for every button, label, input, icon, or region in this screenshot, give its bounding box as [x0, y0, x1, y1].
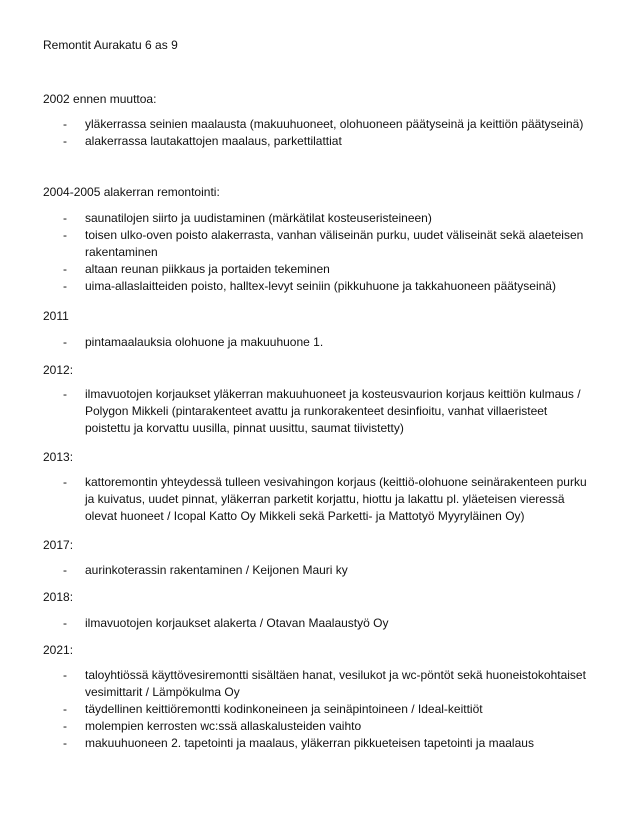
bullet-dash: -: [63, 668, 67, 682]
bullet-dash: -: [63, 211, 67, 225]
list-item-text: ilmavuotojen korjaukset alakerta / Otavan Maalaustyö Oy: [85, 616, 389, 630]
bullet-dash: -: [63, 702, 67, 716]
bullet-dash: -: [63, 387, 67, 401]
bullet-dash: -: [63, 117, 67, 131]
section-list: [0, 210, 595, 295]
list-item: [0, 386, 595, 437]
list-item: [0, 735, 595, 752]
list-item: [0, 116, 595, 133]
list-item: [0, 701, 595, 718]
bullet-dash: -: [63, 736, 67, 750]
bullet-dash: -: [63, 719, 67, 733]
section-list: [0, 562, 595, 579]
section-heading: 2013:: [43, 450, 74, 464]
list-item: [0, 615, 595, 632]
section-list: [0, 334, 595, 351]
section-list: [0, 615, 595, 632]
bullet-dash: -: [63, 134, 67, 148]
list-item: [0, 227, 595, 261]
list-item-text: molempien kerrosten wc:ssä allaskalusteiden vaihto: [85, 719, 362, 733]
list-item: [0, 474, 595, 525]
list-item: [0, 334, 595, 351]
list-item-text: täydellinen keittiöremontti kodinkoneineen ja seinäpintoineen / Ideal-keittiöt: [85, 702, 483, 716]
section-list: [0, 386, 595, 437]
list-item-text: alakerrassa lautakattojen maalaus, parkettilattiat: [85, 134, 342, 148]
list-item-text: makuuhuoneen 2. tapetointi ja maalaus, yläkerran pikkueteisen tapetointi ja maalaus: [85, 736, 534, 750]
document-title: Remontit Aurakatu 6 as 9: [43, 38, 178, 52]
list-item-text: uima-allaslaitteiden poisto, halltex-levyt seiniin (pikkuhuone ja takkahuoneen päätyseinä): [85, 279, 556, 293]
list-item-text: taloyhtiössä käyttövesiremontti sisältäen hanat, vesilukot ja wc-pöntöt sekä huoneistokohtaiset vesimittarit / Lämpökulma Oy: [85, 668, 586, 699]
section-heading: 2002 ennen muuttoa:: [43, 92, 157, 106]
list-item-text: toisen ulko-oven poisto alakerrasta, vanhan väliseinän purku, uudet väliseinät sekä alaeteisen rakentaminen: [85, 228, 584, 259]
list-item-text: pintamaalauksia olohuone ja makuuhuone 1.: [85, 335, 324, 349]
list-item: [0, 562, 595, 579]
bullet-dash: -: [63, 228, 67, 242]
list-item: [0, 667, 595, 701]
list-item-text: saunatilojen siirto ja uudistaminen (märkätilat kosteuseristeineen): [85, 211, 432, 225]
section-heading: 2004-2005 alakerran remontointi:: [43, 185, 220, 199]
section-list: [0, 116, 595, 150]
section-heading: 2011: [43, 309, 69, 323]
bullet-dash: -: [63, 335, 67, 349]
list-item-text: kattoremontin yhteydessä tulleen vesivahingon korjaus (keittiö-olohuone seinärakenteen purku ja kuivatus, uudet pinnat, yläkerran parketit korjattu, hiottu ja lakattu pl. yläeteisen vieressä olevat huoneet / Icopal Katto Oy Mikkeli sekä Parketti- ja Mattotyö Myyryläinen Oy): [85, 475, 587, 523]
list-item-text: altaan reunan piikkaus ja portaiden tekeminen: [85, 262, 330, 276]
list-item-text: aurinkoterassin rakentaminen / Keijonen Mauri ky: [85, 563, 348, 577]
list-item: [0, 133, 595, 150]
list-item: [0, 210, 595, 227]
list-item: [0, 261, 595, 278]
section-heading: 2017:: [43, 538, 74, 552]
list-item-text: ilmavuotojen korjaukset yläkerran makuuhuoneet ja kosteusvaurion korjaus keittiön kulmaus / Polygon Mikkeli (pintarakenteet avattu ja runkorakenteet desinfioitu, vanhat villaeristeet poistettu ja korvattu uusilla, pinnat uusittu, saumat tiivistetty): [85, 387, 581, 435]
section-list: [0, 667, 595, 752]
list-item: [0, 278, 595, 295]
bullet-dash: -: [63, 475, 67, 489]
bullet-dash: -: [63, 262, 67, 276]
bullet-dash: -: [63, 279, 67, 293]
bullet-dash: -: [63, 563, 67, 577]
section-heading: 2012:: [43, 363, 74, 377]
section-heading: 2018:: [43, 590, 74, 604]
section-heading: 2021:: [43, 643, 74, 657]
list-item-text: yläkerrassa seinien maalausta (makuuhuoneet, olohuoneen päätyseinä ja keittiön päätyseinä): [85, 117, 584, 131]
section-list: [0, 474, 595, 525]
list-item: [0, 718, 595, 735]
bullet-dash: -: [63, 616, 67, 630]
